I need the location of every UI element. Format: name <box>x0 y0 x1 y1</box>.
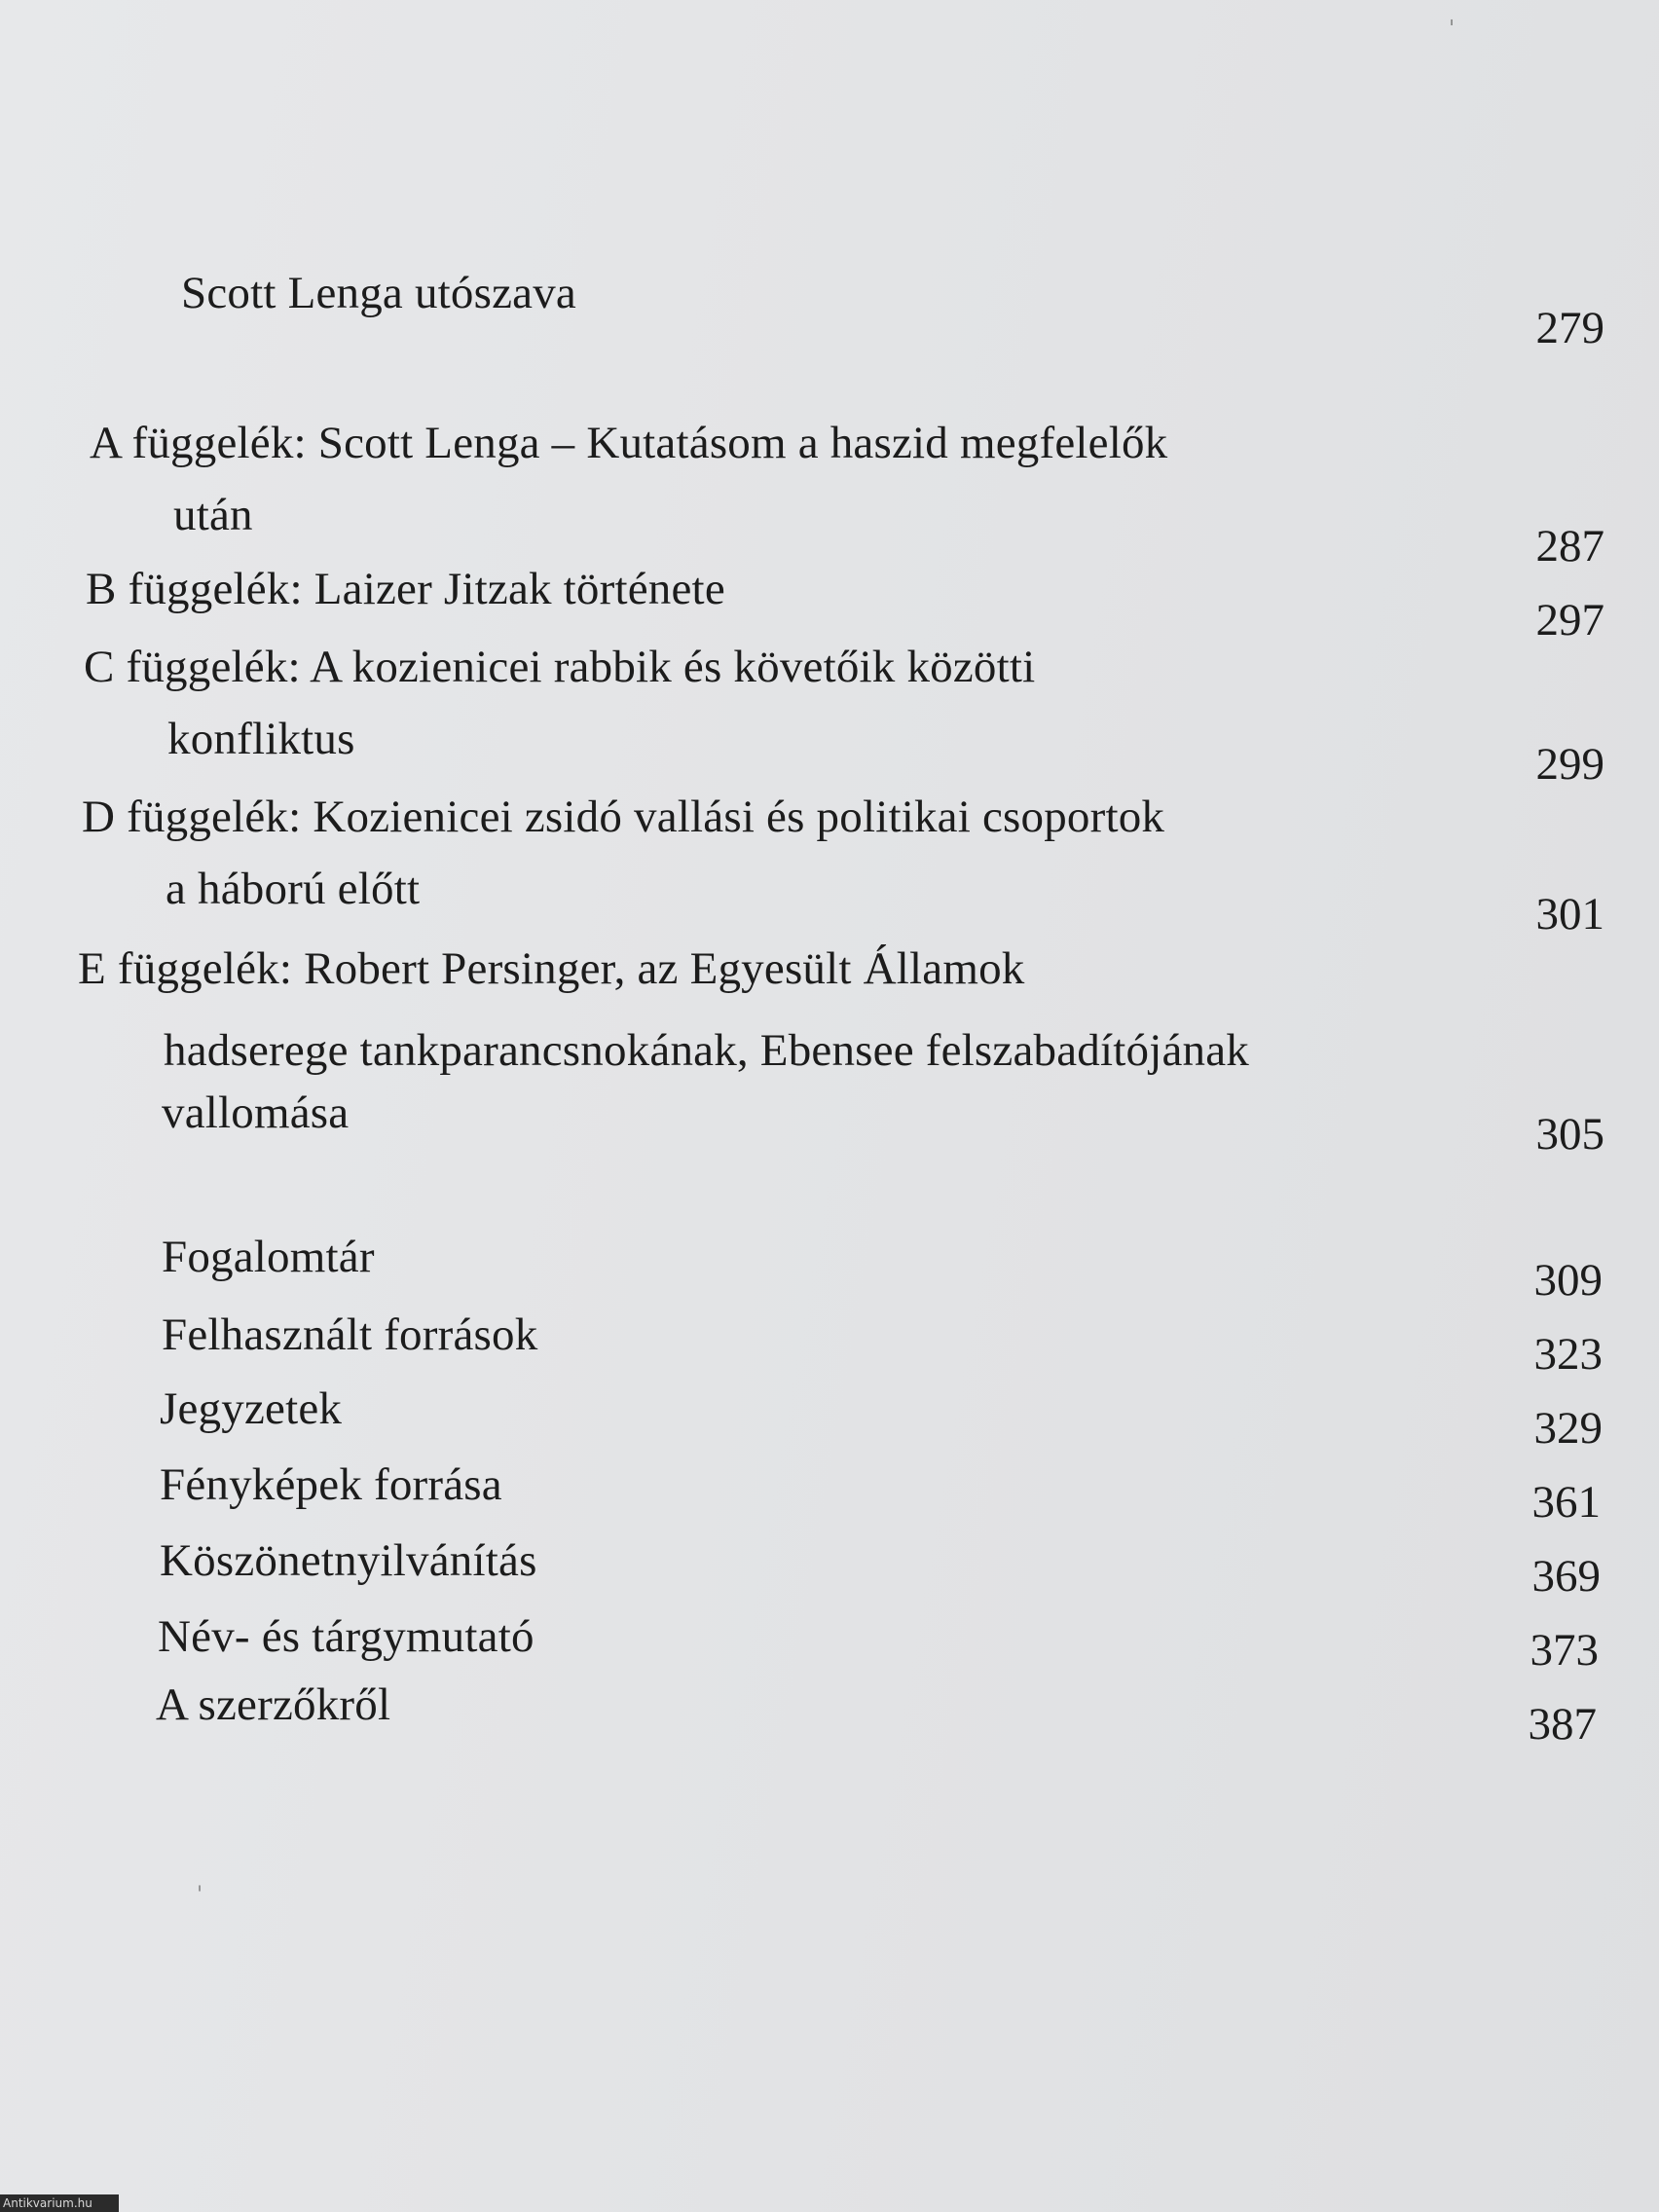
toc-page-number: 301 <box>1535 889 1604 940</box>
paper-speck: ˈ <box>1449 18 1456 42</box>
toc-entry-continuation: a háború előtt <box>166 864 421 914</box>
toc-page-number: 305 <box>1535 1109 1604 1160</box>
toc-entry-continuation: hadserege tankparancsnokának, Ebensee felszabadítójának <box>164 1025 1249 1076</box>
toc-entry-title: Jegyzetek <box>160 1383 343 1434</box>
toc-entry-title: B függelék: Laizer Jitzak története <box>86 564 725 614</box>
toc-page-number: 323 <box>1533 1329 1603 1380</box>
toc-page-number: 287 <box>1535 521 1604 571</box>
toc-entry-title: A függelék: Scott Lenga – Kutatásom a haszid megfelelők <box>90 418 1168 468</box>
toc-page-number: 373 <box>1530 1625 1599 1676</box>
toc-entry-title: A szerzőkről <box>156 1679 391 1730</box>
toc-entry-title: Felhasznált források <box>162 1309 538 1360</box>
toc-entry-title: C függelék: A kozienicei rabbik és követőik közötti <box>84 642 1036 692</box>
toc-page-number: 309 <box>1533 1255 1603 1306</box>
toc-page-number: 369 <box>1531 1551 1601 1602</box>
toc-entry-title: Fényképek forrása <box>160 1459 502 1510</box>
toc-page-number: 279 <box>1535 303 1604 353</box>
toc-entry-title: Név- és tárgymutató <box>158 1611 535 1662</box>
toc-entry-title: Scott Lenga utószava <box>181 268 576 318</box>
toc-entry-title: D függelék: Kozienicei zsidó vallási és politikai csoportok <box>82 792 1165 842</box>
toc-page-number: 297 <box>1535 595 1604 645</box>
toc-entry-continuation: vallomása <box>162 1088 350 1138</box>
toc-page-number: 387 <box>1528 1699 1597 1750</box>
toc-page-number: 329 <box>1533 1403 1603 1454</box>
toc-entry-title: Köszönetnyilvánítás <box>160 1535 537 1586</box>
paper-speck: ˌ <box>197 1869 203 1894</box>
toc-page-number: 299 <box>1535 739 1604 790</box>
toc-entry-title: E függelék: Robert Persinger, az Egyesült Államok <box>78 943 1025 994</box>
toc-page-number: 361 <box>1531 1477 1601 1528</box>
toc-entry-continuation: konfliktus <box>167 714 355 764</box>
watermark: Antikvarium.hu <box>0 2194 119 2212</box>
toc-entry-continuation: után <box>173 490 253 540</box>
toc-entry-title: Fogalomtár <box>162 1232 375 1282</box>
